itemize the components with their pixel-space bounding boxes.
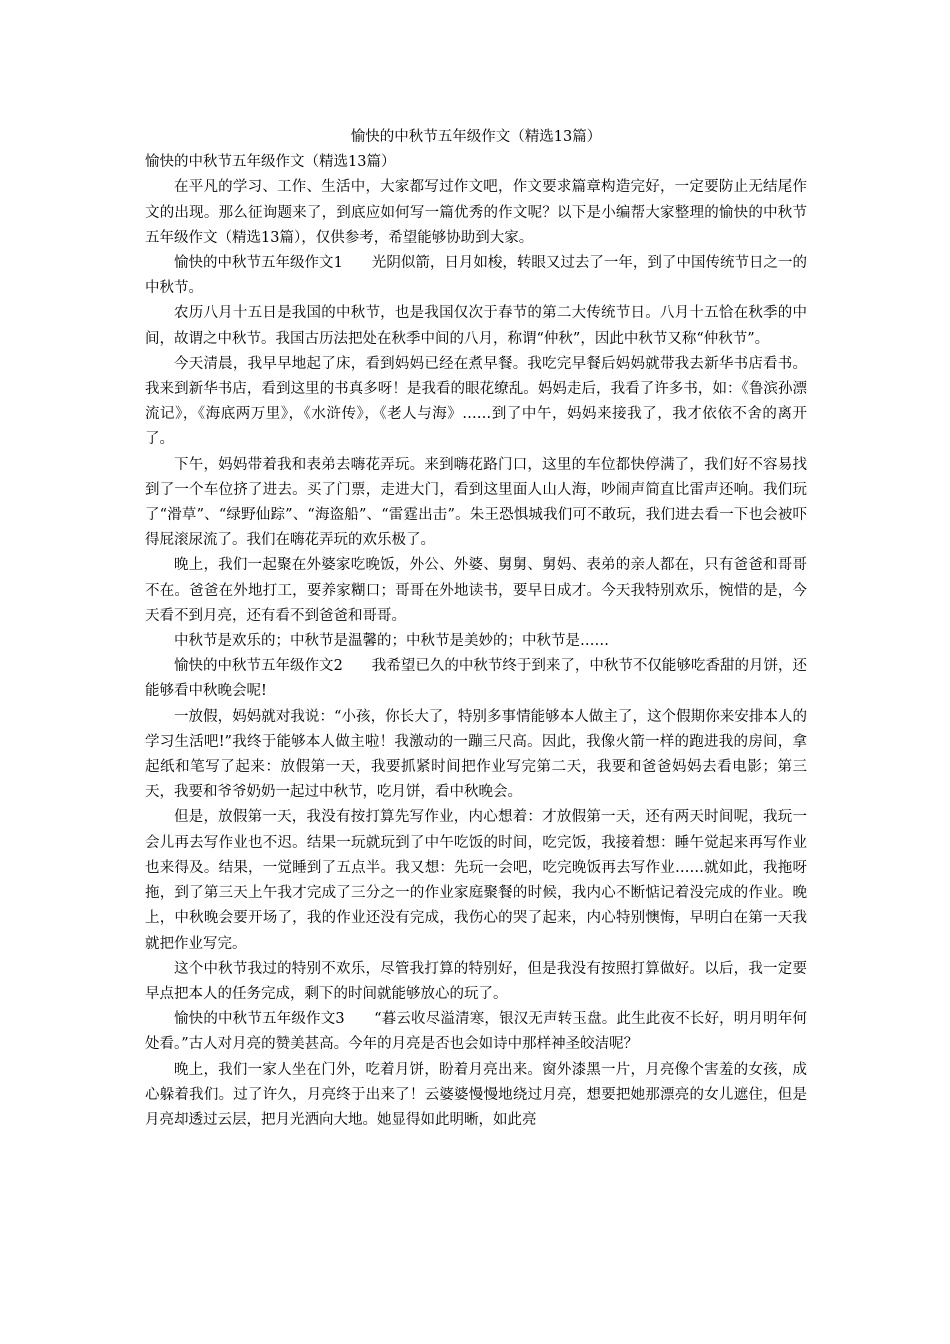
paragraph: 一放假，妈妈就对我说：“小孩，你长大了，特别多事情能够本人做主了，这个假期你来安排本人的学习生活吧!”我终于能够本人做主啦！我激动的一蹦三尺高。因此，我像火箭一样的跑进我的房间，拿起纸和笔写了起来：放假第一天，我要抓紧时间把作业写完第二天，我要和爸爸妈妈去看电影；第三天，我要和爷爷奶奶一起过中秋节，吃月饼，看中秋晚会。 [145,708,807,801]
paragraph-intro: 在平凡的学习、工作、生活中，大家都写过作文吧，作文要求篇章构造完好，一定要防止无结尾作文的出现。那么征询题来了，到底应如何写一篇优秀的作文呢？以下是小编帮大家整理的愉快的中秋节五年级作文（精选13篇），仅供参考，希望能够协助到大家。 [145,179,807,246]
paragraph-essay1-heading: 愉快的中秋节五年级作文1 光阴似箭，日月如梭，转眼又过去了一年，到了中国传统节日之一的中秋节。 [145,255,807,297]
document-subtitle: 愉快的中秋节五年级作文（精选13篇） [145,154,396,171]
paragraph: 中秋节是欢乐的；中秋节是温馨的；中秋节是美妙的；中秋节是…… [174,633,609,650]
paragraph-essay2-heading: 愉快的中秋节五年级作文2 我希望已久的中秋节终于到来了，中秋节不仅能够吃香甜的月饼，还能够看中秋晚会呢! [145,658,807,700]
paragraph: 这个中秋节我过的特别不欢乐，尽管我打算的特别好，但是我没有按照打算做好。以后，我一定要早点把本人的任务完成，剩下的时间就能够放心的玩了。 [145,960,807,1002]
paragraph: 今天清晨，我早早地起了床，看到妈妈已经在煮早餐。我吃完早餐后妈妈就带我去新华书店看书。我来到新华书店，看到这里的书真多呀！是我看的眼花缭乱。妈妈走后，我看了许多书，如：《鲁滨孙漂流记》，《海底两万里》，《水浒传》，《老人与海》……到了中午，妈妈来接我了，我才依依不舍的离开了。 [145,355,807,448]
paragraph: 农历八月十五日是我国的中秋节，也是我国仅次于春节的第二大传统节日。八月十五恰在秋季的中间，故谓之中秋节。我国古历法把处在秋季中间的八月，称谓“仲秋”，因此中秋节又称“仲秋节”。 [145,305,807,347]
paragraph: 晚上，我们一家人坐在门外，吃着月饼，盼着月亮出来。窗外漆黑一片，月亮像个害羞的女孩，成心躲着我们。过了许久，月亮终于出来了！云婆婆慢慢地绕过月亮，想要把她那漂亮的女儿遮住，但是月亮却透过云层，把月光洒向大地。她显得如此明晰，如此亮 [145,1061,807,1128]
paragraph-essay3-heading: 愉快的中秋节五年级作文3 “暮云收尽溢清寒，银汉无声转玉盘。此生此夜不长好，明月明年何处看。”古人对月亮的赞美甚高。今年的月亮是否也会如诗中那样神圣皎洁呢？ [145,1011,807,1053]
paragraph: 但是，放假第一天，我没有按打算先写作业，内心想着：才放假第一天，还有两天时间呢，我玩一会儿再去写作业也不迟。结果一玩就玩到了中午吃饭的时间，吃完饭，我接着想：睡午觉起来再写作业也来得及。结果，一觉睡到了五点半。我又想：先玩一会吧，吃完晚饭再去写作业……就如此，我拖呀拖，到了第三天上午我才完成了三分之一的作业家庭聚餐的时候，我内心不断惦记着没完成的作业。晚上，中秋晚会要开场了，我的作业还没有完成，我伤心的哭了起来，内心特别懊悔，早明白在第一天我就把作业写完。 [145,809,807,952]
document-title: 愉快的中秋节五年级作文（精选13篇） [350,129,602,145]
paragraph: 晚上，我们一起聚在外婆家吃晚饭，外公、外婆、舅舅、舅妈、表弟的亲人都在，只有爸爸和哥哥不在。爸爸在外地打工，要养家糊口；哥哥在外地读书，要早日成才。今天我特别欢乐，惋惜的是，今天看不到月亮，还有看不到爸爸和哥哥。 [145,557,807,624]
document-page [145,125,807,1133]
paragraph: 下午，妈妈带着我和表弟去嗨花弄玩。来到嗨花路门口，这里的车位都快停满了，我们好不容易找到了一个车位挤了进去。买了门票，走进大门，看到这里面人山人海，吵闹声简直比雷声还响。我们玩了“滑草”、“绿野仙踪”、“海盗船”、“雷霆出击”。朱王恐惧城我们可不敢玩，我们进去看一下也会被吓得屁滚尿流了。我们在嗨花弄玩的欢乐极了。 [145,456,807,549]
